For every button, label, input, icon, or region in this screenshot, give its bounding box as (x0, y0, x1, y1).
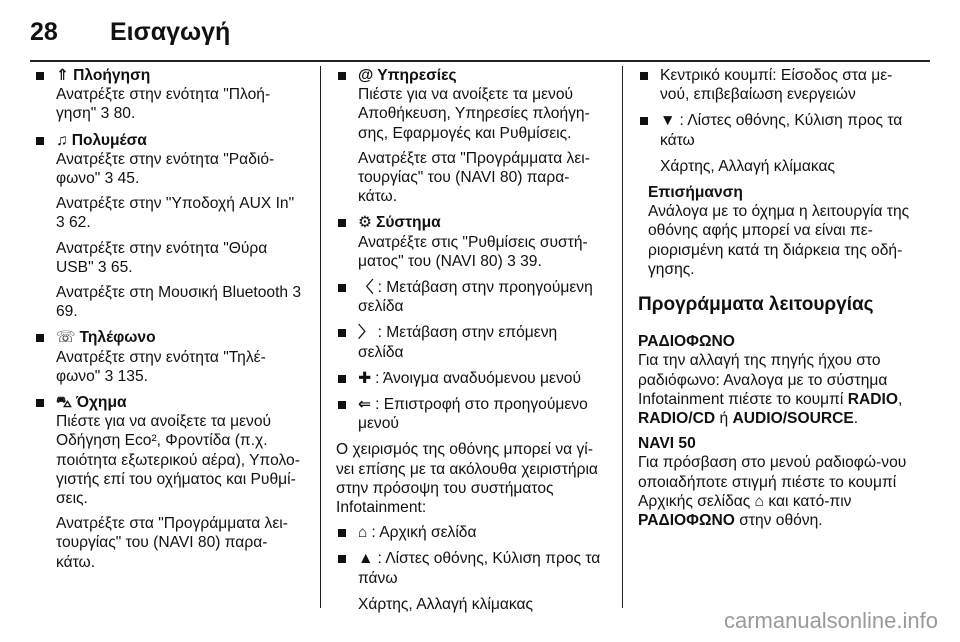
bullet-icon (36, 72, 44, 80)
column-1 (34, 66, 306, 579)
bullet-icon (338, 401, 346, 409)
list-item (34, 66, 306, 124)
audio-source-button-label: AUDIO/SOURCE (732, 410, 854, 428)
item-title: Πλοήγηση (73, 67, 151, 84)
item-icon: ⇐ (358, 396, 372, 414)
bullet-icon (338, 529, 346, 537)
item-text: : Μετάβαση στην προηγούμενη σελίδα (358, 279, 593, 316)
item-paragraph: Πιέστε για να ανοίξετε τα μενού Αποθήκευση, Υπηρεσίες πλοήγη-σης, Εφαρμογές και Ρυθμίσεις. (358, 86, 590, 142)
bullet-icon (640, 72, 648, 80)
list-item (34, 131, 306, 322)
bullet-icon (36, 399, 44, 407)
navi-title: NAVI 50 (638, 435, 696, 453)
item-icon: ⚙ (358, 214, 372, 232)
column-divider (320, 66, 321, 608)
list-item (336, 523, 606, 542)
list-item (336, 323, 606, 361)
item-icon: ✚ (358, 369, 372, 387)
radio-button-label: RADIO (847, 390, 898, 408)
item-paragraph: Ανατρέξτε στην "Υποδοχή AUX In" 3 62. (56, 195, 295, 232)
page-number: 28 (30, 18, 58, 46)
item-paragraph: Ανατρέξτε στα "Προγράμματα λει-τουργίας" του (NAVI 80) παρα-κάτω. (358, 149, 590, 206)
item-title: Όχημα (76, 394, 127, 412)
bullet-icon (36, 137, 44, 145)
radio-cd-button-label: RADIO/CD (638, 410, 716, 428)
item-icon: ⌂ (358, 524, 368, 542)
list-item (638, 111, 914, 176)
bullet-icon (338, 219, 346, 227)
item-icon: ▼ (660, 112, 676, 130)
item-icon: ⛍ (56, 394, 73, 412)
note-title: Επισήμανση (648, 184, 743, 202)
item-paragraph: Πιέστε για να ανοίξετε τα μενού Οδήγηση Eco², Φροντίδα (π.χ. ποιότητα εξωτερικού αέρα), Υπολο-γιστής επί του οχήματος και Ρυθμί-σεις. (56, 413, 300, 508)
bullet-icon (338, 329, 346, 337)
item-text: Κεντρικό κουμπί: Είσοδος στα με-νού, επιβεβαίωση ενεργειών (660, 67, 893, 104)
item-text: : Άνοιγμα αναδυόμενου μενού (375, 369, 581, 387)
item-icon: 〉 (358, 324, 374, 342)
item-paragraph: Ανατρέξτε στην ενότητα "Θύρα USB" 3 65. (56, 239, 268, 276)
item-icon: ▲ (358, 550, 374, 568)
item-icon: ☏ (56, 329, 76, 347)
column-2 (336, 66, 606, 621)
item-title: Πολυμέσα (71, 131, 147, 149)
bullet-icon (338, 375, 346, 383)
bullet-icon (338, 72, 346, 80)
list-item (336, 213, 606, 271)
item-subtext: Χάρτης, Αλλαγή κλίμακας (660, 157, 835, 175)
item-text: : Αρχική σελίδα (371, 524, 477, 542)
item-paragraph: Ανατρέξτε στην ενότητα "Πλοή-γηση" 3 80. (56, 86, 271, 123)
list-item (336, 66, 606, 206)
item-text: : Λίστες οθόνης, Κύλιση προς τα κάτω (660, 112, 903, 149)
item-paragraph: Ανατρέξτε στην ενότητα "Τηλέ-φωνο" 3 135. (56, 348, 266, 385)
radio-title: ΡΑΔΙΟΦΩΝΟ (638, 333, 735, 351)
item-paragraph: Ανατρέξτε στα "Προγράμματα λει-τουργίας" του (NAVI 80) παρα-κάτω. (56, 515, 288, 571)
item-icon: 〈 (358, 279, 374, 297)
list-item (638, 66, 914, 104)
item-paragraph: Ανατρέξτε στην ενότητα "Ραδιό-φωνο" 3 45. (56, 150, 275, 188)
list-item (34, 328, 306, 386)
radio-text: Για την αλλαγή της πηγής ήχου στο ραδιόφωνο: Αναλογα με το σύστημα Infotainment πιέστε το κουμπί RADIO, RADIO/CD ή AUDIO/SOURCE. (638, 352, 903, 428)
note-text: Ανάλογα με το όχημα η λειτουργία της οθόνης αφής μπορεί να είναι πε-ριορισμένη κατά τη διάρκεια της οδή-γησης. (648, 203, 910, 278)
bullet-icon (338, 555, 346, 563)
item-text: : Μετάβαση στην επόμενη σελίδα (358, 324, 558, 361)
item-icon: ♫ (56, 131, 68, 149)
item-icon: @ (358, 67, 374, 84)
bullet-icon (36, 334, 44, 342)
bullet-icon (640, 117, 648, 125)
item-paragraph: Ανατρέξτε στη Μουσική Bluetooth 3 69. (56, 284, 302, 321)
item-title: Σύστημα (375, 214, 441, 232)
list-item (336, 549, 606, 614)
list-item (336, 395, 606, 433)
bullet-icon (338, 284, 346, 292)
controls-intro: Ο χειρισμός της οθόνης μπορεί να γί-νει επίσης με τα ακόλουθα χειριστήρια στην πρόσοψη του συστήματος Infotainment: (336, 441, 598, 517)
page-header (30, 14, 930, 62)
item-paragraph: Ανατρέξτε στις "Ρυθμίσεις συστή-ματος" του (NAVI 80) 3 39. (358, 233, 588, 270)
list-item (336, 278, 606, 316)
list-item (34, 393, 306, 572)
column-3 (638, 66, 914, 536)
item-text: : Επιστροφή στο προηγούμενο μενού (358, 396, 588, 433)
section-title: Προγράμματα λειτουργίας (638, 294, 874, 316)
chapter-title: Εισαγωγή (110, 18, 231, 46)
item-icon: ⇑ (56, 67, 70, 84)
navi-text: Για πρόσβαση στο μενού ραδιοφώ-νου οποιαδήποτε στιγμή πιέστε το κουμπί Αρχικής σελίδας ⌂ και κατό-πιν ΡΑΔΙΟΦΩΝΟ στην οθόνη. (638, 454, 907, 530)
item-text: : Λίστες οθόνης, Κύλιση προς τα πάνω (358, 550, 601, 587)
list-item (336, 369, 606, 388)
watermark: carmanualsonline.info (723, 608, 938, 633)
item-title: Τηλέφωνο (79, 329, 156, 347)
column-divider (622, 66, 623, 608)
item-title: Υπηρεσίες (377, 67, 457, 84)
home-icon: ⌂ (754, 492, 765, 510)
item-subtext: Χάρτης, Αλλαγή κλίμακας (358, 595, 533, 613)
